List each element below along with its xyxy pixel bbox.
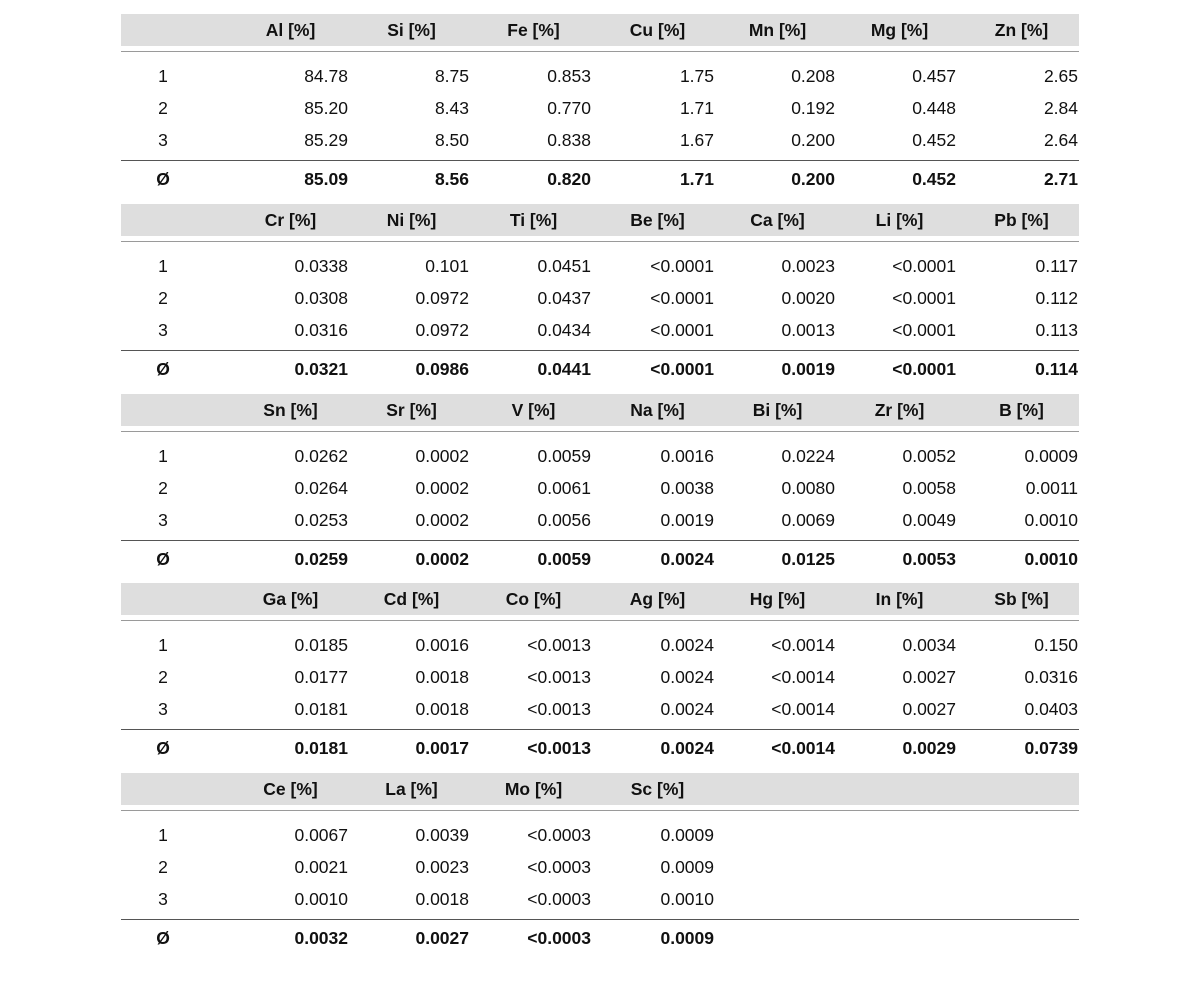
- table-cell: 0.0027: [902, 667, 956, 687]
- table-cell: 1.71: [679, 98, 714, 118]
- column-header: Zr [%]: [874, 400, 925, 420]
- table-cell: <0.0014: [771, 667, 835, 687]
- table-cell: 0.0013: [781, 320, 835, 340]
- column-header: B [%]: [999, 400, 1044, 420]
- table-cell: 0.0059: [537, 446, 591, 466]
- row-index: 1: [158, 446, 168, 466]
- average-cell: 8.56: [434, 169, 469, 189]
- average-divider: [121, 160, 1079, 161]
- column-header: Co [%]: [505, 589, 562, 609]
- column-header: Cu [%]: [629, 20, 686, 40]
- table-cell: 0.0052: [902, 446, 956, 466]
- table-cell: 0.0009: [660, 825, 714, 845]
- column-header: Mo [%]: [504, 779, 563, 799]
- table-cell: 2.64: [1043, 130, 1078, 150]
- row-index: 3: [158, 889, 168, 909]
- row-index: 2: [158, 857, 168, 877]
- table-cell: <0.0013: [527, 667, 591, 687]
- average-cell: 2.71: [1043, 169, 1078, 189]
- row-index: 2: [158, 288, 168, 308]
- column-header: Mn [%]: [748, 20, 807, 40]
- average-symbol: Ø: [156, 928, 170, 948]
- table-cell: 0.0080: [781, 478, 835, 498]
- average-cell: 0.0019: [781, 359, 835, 379]
- table-cell: 0.770: [547, 98, 591, 118]
- table-cell: 0.457: [912, 66, 956, 86]
- table-cell: 0.0403: [1024, 699, 1078, 719]
- column-header: Cr [%]: [264, 210, 317, 230]
- table-cell: 0.0451: [537, 256, 591, 276]
- average-cell: <0.0003: [527, 928, 591, 948]
- average-cell: 0.200: [791, 169, 835, 189]
- table-cell: 0.112: [1035, 288, 1078, 308]
- column-header: Sc [%]: [630, 779, 685, 799]
- table-cell: 8.43: [434, 98, 469, 118]
- header-divider: [121, 431, 1079, 432]
- table-cell: 0.0039: [415, 825, 469, 845]
- table-cell: 85.29: [304, 130, 348, 150]
- average-divider: [121, 350, 1079, 351]
- table-cell: 84.78: [304, 66, 348, 86]
- table-cell: <0.0001: [892, 288, 956, 308]
- column-header: Ga [%]: [262, 589, 319, 609]
- table-cell: 0.0023: [415, 857, 469, 877]
- table-cell: 8.50: [434, 130, 469, 150]
- average-cell: 0.0739: [1024, 738, 1078, 758]
- column-header: Sn [%]: [263, 400, 318, 420]
- table-cell: 0.0262: [294, 446, 348, 466]
- table-cell: 0.0002: [415, 510, 469, 530]
- table-cell: 0.0038: [660, 478, 714, 498]
- table-cell: 0.113: [1035, 320, 1078, 340]
- table-cell: 0.0019: [660, 510, 714, 530]
- table-cell: 0.0181: [294, 699, 348, 719]
- header-divider: [121, 810, 1079, 811]
- average-divider: [121, 919, 1079, 920]
- average-symbol: Ø: [156, 359, 170, 379]
- row-index: 3: [158, 320, 168, 340]
- table-cell: 2.84: [1043, 98, 1078, 118]
- table-cell: 0.0018: [415, 889, 469, 909]
- average-cell: 0.0181: [294, 738, 348, 758]
- average-divider: [121, 729, 1079, 730]
- table-cell: 0.0434: [537, 320, 591, 340]
- table-cell: 0.0316: [1024, 667, 1078, 687]
- table-cell: 0.0058: [902, 478, 956, 498]
- table-cell: 0.0009: [1024, 446, 1078, 466]
- row-index: 3: [158, 699, 168, 719]
- table-cell: 0.0224: [781, 446, 835, 466]
- table-cell: 0.0338: [294, 256, 348, 276]
- table-cell: 0.0253: [294, 510, 348, 530]
- average-divider: [121, 540, 1079, 541]
- average-cell: <0.0001: [892, 359, 956, 379]
- table-cell: 0.0069: [781, 510, 835, 530]
- table-cell: 0.0018: [415, 699, 469, 719]
- column-header: Ce [%]: [263, 779, 318, 799]
- column-header: Bi [%]: [752, 400, 803, 420]
- table-cell: 0.0027: [902, 699, 956, 719]
- table-cell: 0.0023: [781, 256, 835, 276]
- table-cell: <0.0001: [650, 256, 714, 276]
- table-cell: 0.0016: [660, 446, 714, 466]
- column-header: Ti [%]: [509, 210, 558, 230]
- row-index: 3: [158, 130, 168, 150]
- table-cell: <0.0001: [650, 320, 714, 340]
- average-cell: <0.0014: [771, 738, 835, 758]
- table-cell: 0.0016: [415, 635, 469, 655]
- table-cell: 0.0177: [294, 667, 348, 687]
- table-cell: 0.853: [547, 66, 591, 86]
- column-header: Sr [%]: [386, 400, 437, 420]
- table-cell: 0.0002: [415, 478, 469, 498]
- table-cell: 0.117: [1035, 256, 1078, 276]
- average-cell: 0.0024: [660, 549, 714, 569]
- table-cell: 0.0049: [902, 510, 956, 530]
- table-cell: 1.67: [679, 130, 714, 150]
- header-divider: [121, 620, 1079, 621]
- average-symbol: Ø: [156, 549, 170, 569]
- row-index: 2: [158, 667, 168, 687]
- table-cell: <0.0001: [650, 288, 714, 308]
- average-cell: 0.0010: [1024, 549, 1078, 569]
- table-cell: <0.0003: [527, 889, 591, 909]
- average-cell: 0.0059: [537, 549, 591, 569]
- column-header: Ag [%]: [629, 589, 686, 609]
- table-cell: 0.448: [912, 98, 956, 118]
- table-cell: 0.0056: [537, 510, 591, 530]
- table-cell: <0.0001: [892, 256, 956, 276]
- row-index: 1: [158, 635, 168, 655]
- table-cell: 0.192: [791, 98, 835, 118]
- table-cell: 8.75: [434, 66, 469, 86]
- average-cell: <0.0001: [650, 359, 714, 379]
- table-cell: 0.101: [425, 256, 469, 276]
- table-cell: 0.200: [791, 130, 835, 150]
- table-cell: 0.0002: [415, 446, 469, 466]
- column-header: Fe [%]: [507, 20, 560, 40]
- table-cell: 0.0972: [415, 288, 469, 308]
- average-cell: 0.0125: [781, 549, 835, 569]
- header-divider: [121, 51, 1079, 52]
- table-cell: 0.0021: [294, 857, 348, 877]
- table-cell: 0.838: [547, 130, 591, 150]
- table-cell: 0.0011: [1025, 478, 1078, 498]
- average-cell: 0.0986: [415, 359, 469, 379]
- table-cell: 0.0437: [537, 288, 591, 308]
- table-cell: 85.20: [304, 98, 348, 118]
- table-cell: 0.0010: [660, 889, 714, 909]
- table-cell: 0.452: [912, 130, 956, 150]
- column-header: Pb [%]: [994, 210, 1049, 230]
- average-cell: 1.71: [679, 169, 714, 189]
- average-cell: 0.0002: [415, 549, 469, 569]
- column-header: Mg [%]: [870, 20, 929, 40]
- table-cell: <0.0001: [892, 320, 956, 340]
- average-cell: 0.114: [1035, 359, 1078, 379]
- average-cell: 0.0009: [660, 928, 714, 948]
- table-cell: 0.0061: [537, 478, 591, 498]
- column-header: In [%]: [875, 589, 924, 609]
- column-header: La [%]: [385, 779, 438, 799]
- average-cell: <0.0013: [527, 738, 591, 758]
- column-header: Si [%]: [387, 20, 436, 40]
- row-index: 2: [158, 98, 168, 118]
- table-cell: 0.208: [791, 66, 835, 86]
- column-header: Zn [%]: [994, 20, 1049, 40]
- row-index: 1: [158, 256, 168, 276]
- table-cell: <0.0013: [527, 699, 591, 719]
- table-cell: 0.0018: [415, 667, 469, 687]
- table-cell: <0.0003: [527, 825, 591, 845]
- average-cell: 0.0053: [902, 549, 956, 569]
- row-index: 1: [158, 66, 168, 86]
- table-cell: 0.0316: [294, 320, 348, 340]
- column-header: Al [%]: [265, 20, 316, 40]
- average-cell: 0.0027: [415, 928, 469, 948]
- average-cell: 0.0024: [660, 738, 714, 758]
- table-cell: <0.0014: [771, 635, 835, 655]
- table-cell: 0.0185: [294, 635, 348, 655]
- table-cell: 0.0067: [294, 825, 348, 845]
- column-header: Na [%]: [630, 400, 685, 420]
- column-header: Ni [%]: [386, 210, 437, 230]
- table-cell: 0.0034: [902, 635, 956, 655]
- column-header: Be [%]: [630, 210, 685, 230]
- table-cell: 2.65: [1043, 66, 1078, 86]
- table-cell: 0.0009: [660, 857, 714, 877]
- table-cell: <0.0013: [527, 635, 591, 655]
- average-cell: 0.0017: [415, 738, 469, 758]
- table-cell: <0.0014: [771, 699, 835, 719]
- table-cell: 0.0020: [781, 288, 835, 308]
- table-cell: 0.0010: [294, 889, 348, 909]
- table-cell: 0.0010: [1024, 510, 1078, 530]
- average-cell: 0.0441: [537, 359, 591, 379]
- row-index: 3: [158, 510, 168, 530]
- table-cell: 0.0024: [660, 667, 714, 687]
- average-cell: 0.0029: [902, 738, 956, 758]
- table-cell: 0.0024: [660, 635, 714, 655]
- average-cell: 0.820: [547, 169, 591, 189]
- table-cell: 0.150: [1034, 635, 1078, 655]
- average-cell: 0.0259: [294, 549, 348, 569]
- column-header: Cd [%]: [383, 589, 440, 609]
- row-index: 1: [158, 825, 168, 845]
- average-cell: 0.452: [912, 169, 956, 189]
- table-cell: 1.75: [679, 66, 714, 86]
- average-cell: 85.09: [304, 169, 348, 189]
- table-cell: 0.0024: [660, 699, 714, 719]
- column-header: Li [%]: [875, 210, 924, 230]
- column-header: Sb [%]: [994, 589, 1049, 609]
- average-cell: 0.0321: [294, 359, 348, 379]
- column-header: V [%]: [511, 400, 556, 420]
- table-cell: 0.0972: [415, 320, 469, 340]
- average-symbol: Ø: [156, 738, 170, 758]
- average-cell: 0.0032: [294, 928, 348, 948]
- row-index: 2: [158, 478, 168, 498]
- table-cell: 0.0264: [294, 478, 348, 498]
- table-cell: <0.0003: [527, 857, 591, 877]
- table-cell: 0.0308: [294, 288, 348, 308]
- header-divider: [121, 241, 1079, 242]
- column-header: Hg [%]: [749, 589, 806, 609]
- column-header: Ca [%]: [750, 210, 805, 230]
- average-symbol: Ø: [156, 169, 170, 189]
